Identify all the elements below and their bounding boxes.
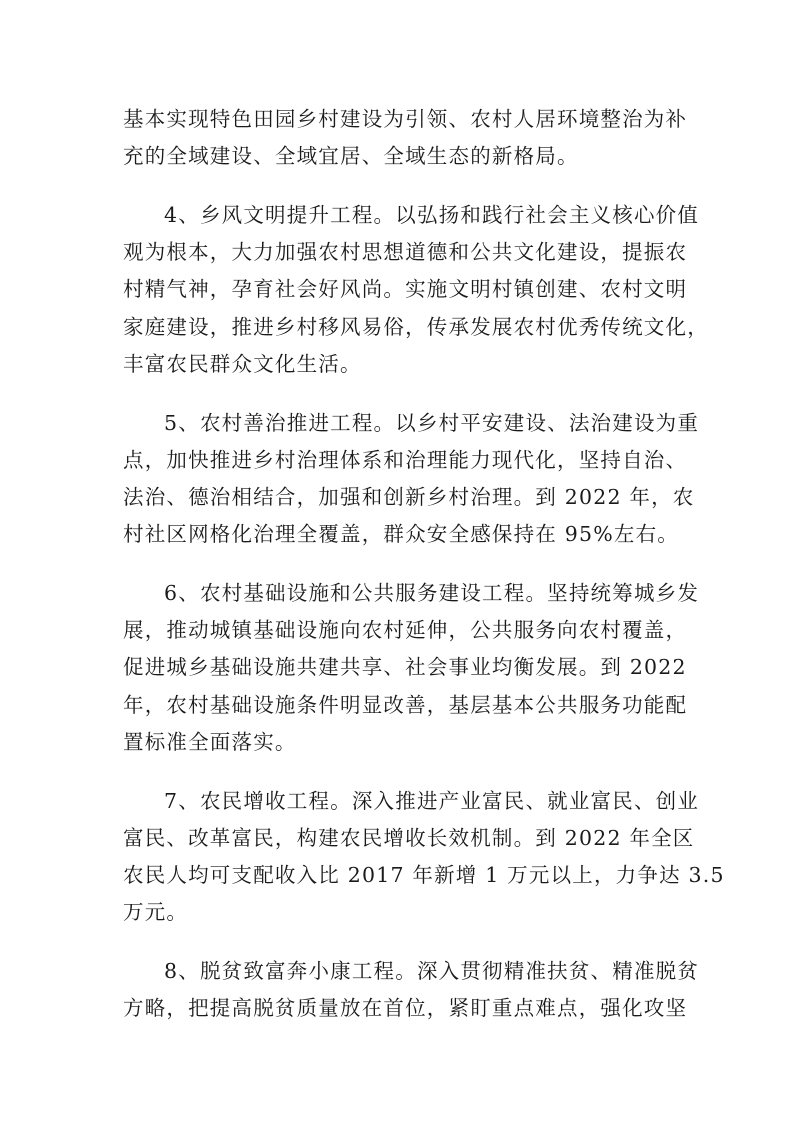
document-body [123,101,725,1027]
paragraph-item-6 [123,575,700,761]
text-line: 充的全域建设、全域宜居、全域生态的新格局。 [123,144,579,169]
text-line: 富民、改革富民，构建农民增收长效机制。到 2022 年全区 [123,825,695,850]
text-line: 置标准全面落实。 [123,729,297,754]
text-line: 6、农村基础设施和公共服务建设工程。坚持统筹城乡发 [164,581,700,606]
paragraph-item-5 [123,405,700,554]
text-line: 方略，把提高脱贫质量放在首位，紧盯重点难点，强化攻坚 [123,996,688,1021]
text-line: 8、脱贫致富奔小康工程。深入贯彻精准扶贫、精准脱贫 [164,959,700,984]
text-line: 展，推动城镇基础设施向农村延伸，公共服务向农村覆盖， [123,618,688,643]
text-line: 法治、德治相结合，加强和创新乡村治理。到 2022 年，农 [123,485,695,510]
text-line: 村社区网格化治理全覆盖，群众安全感保持在 95%左右。 [123,522,679,547]
text-line: 4、乡风文明提升工程。以弘扬和践行社会主义核心价值 [164,203,700,227]
text-line: 观为根本，大力加强农村思想道德和公共文化建设，提振农 [123,240,688,265]
paragraph-item-7 [123,783,725,932]
text-line: 丰富农民群众文化生活。 [123,351,362,376]
text-line: 基本实现特色田园乡村建设为引领、农村人居环境整治为补 [123,107,688,131]
text-line: 年，农村基础设施条件明显改善，基层基本公共服务功能配 [123,692,688,717]
text-line: 点，加快推进乡村治理体系和治理能力现代化，坚持自治、 [123,447,688,472]
text-line: 村精气神，孕育社会好风尚。实施文明村镇创建、农村文明 [123,277,688,302]
text-line: 家庭建设，推进乡村移风易俗，传承发展农村优秀传统文化， [123,314,709,339]
text-line: 7、农民增收工程。深入推进产业富民、就业富民、创业 [164,788,700,813]
text-line: 农民人均可支配收入比 2017 年新增 1 万元以上，力争达 3.5 [123,863,725,888]
paragraph-item-4 [123,197,709,383]
text-line: 5、农村善治推进工程。以乡村平安建设、法治建设为重 [164,410,700,435]
text-line: 促进城乡基础设施共建共享、社会事业均衡发展。到 2022 [123,655,687,680]
paragraph-continued [123,101,688,175]
paragraph-item-8 [123,953,700,1027]
text-line: 万元。 [123,900,189,925]
